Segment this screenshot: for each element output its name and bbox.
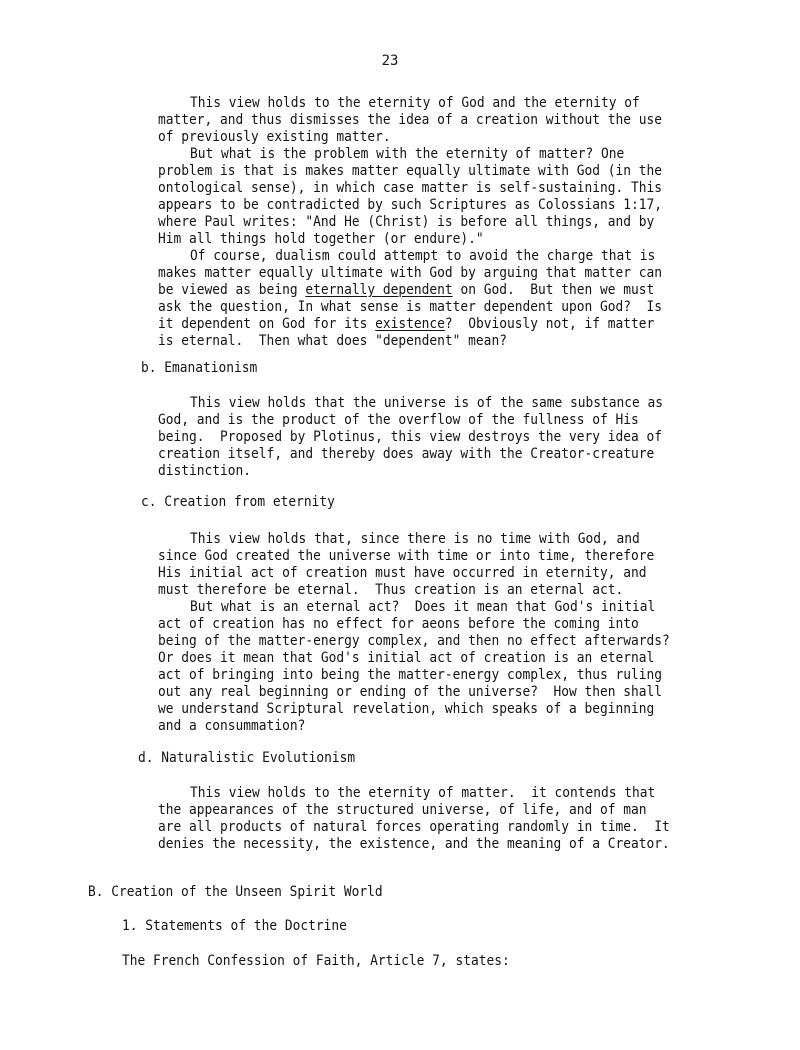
body-line: out any real beginning or ending of the universe? How then shall xyxy=(158,684,663,700)
body-line: being. Proposed by Plotinus, this view destroys the very idea of xyxy=(158,429,663,445)
body-line: ask the question, In what sense is matter dependent upon God? Is xyxy=(158,299,663,315)
body-line: matter, and thus dismisses the idea of a creation without the use xyxy=(158,112,663,128)
body-line: of previously existing matter. xyxy=(158,129,391,145)
body-line: act of creation has no effect for aeons before the coming into xyxy=(158,616,639,632)
body-line: denies the necessity, the existence, and the meaning of a Creator. xyxy=(158,836,670,852)
underlined-term: existence xyxy=(375,316,445,332)
body-line: Him all things hold together (or endure)." xyxy=(158,231,484,247)
body-line: The French Confession of Faith, Article 7, states: xyxy=(122,953,510,969)
body-line: must therefore be eternal. Thus creation is an eternal act. xyxy=(158,582,624,598)
body-line: Of course, dualism could attempt to avoid the charge that is xyxy=(190,248,656,264)
body-line: the appearances of the structured universe, of life, and of man xyxy=(158,802,647,818)
body-line: act of bringing into being the matter-energy complex, thus ruling xyxy=(158,667,663,683)
body-line: God, and is the product of the overflow of the fullness of His xyxy=(158,412,639,428)
body-line: being of the matter-energy complex, and then no effect afterwards? xyxy=(158,633,670,649)
body-line: since God created the universe with time or into time, therefore xyxy=(158,548,655,564)
body-line: But what is the problem with the eternity of matter? One xyxy=(190,146,625,162)
body-line: distinction. xyxy=(158,463,252,479)
text-run: it dependent on God for its xyxy=(158,316,376,332)
body-line: This view holds to the eternity of matter. it contends that xyxy=(190,785,656,801)
body-line: This view holds that, since there is no time with God, and xyxy=(190,531,640,547)
underlined-term: eternally dependent xyxy=(305,282,453,298)
section-heading: d. Naturalistic Evolutionism xyxy=(138,750,356,766)
body-line: makes matter equally ultimate with God by arguing that matter can xyxy=(158,265,663,281)
subsection-heading: 1. Statements of the Doctrine xyxy=(122,918,347,934)
body-line: His initial act of creation must have occurred in eternity, and xyxy=(158,565,647,581)
body-line: are all products of natural forces operating randomly in time. It xyxy=(158,819,670,835)
page-number: 23 xyxy=(381,53,399,69)
body-line: Or does it mean that God's initial act of creation is an eternal xyxy=(158,650,655,666)
section-heading: b. Emanationism xyxy=(141,360,258,376)
body-line xyxy=(158,316,654,333)
body-line: This view holds to the eternity of God and the eternity of xyxy=(190,95,640,111)
body-line: and a consummation? xyxy=(158,718,306,734)
body-line: creation itself, and thereby does away with the Creator-creature xyxy=(158,446,655,462)
body-line: But what is an eternal act? Does it mean that God's initial xyxy=(190,599,656,615)
text-run: on God. But then we must xyxy=(452,282,655,298)
body-line xyxy=(158,282,654,299)
section-heading: c. Creation from eternity xyxy=(141,494,335,510)
text-run: ? Obviously not, if matter xyxy=(444,316,655,332)
major-section-heading: B. Creation of the Unseen Spirit World xyxy=(88,884,383,900)
body-line: appears to be contradicted by such Scriptures as Colossians 1:17, xyxy=(158,197,663,213)
text-run: be viewed as being xyxy=(158,282,306,298)
body-line: where Paul writes: "And He (Christ) is before all things, and by xyxy=(158,214,655,230)
body-line: problem is that is makes matter equally ultimate with God (in the xyxy=(158,163,663,179)
body-line: This view holds that the universe is of the same substance as xyxy=(190,395,664,411)
body-line: is eternal. Then what does "dependent" mean? xyxy=(158,333,507,349)
body-line: we understand Scriptural revelation, which speaks of a beginning xyxy=(158,701,655,717)
body-line: ontological sense), in which case matter is self-sustaining. This xyxy=(158,180,663,196)
